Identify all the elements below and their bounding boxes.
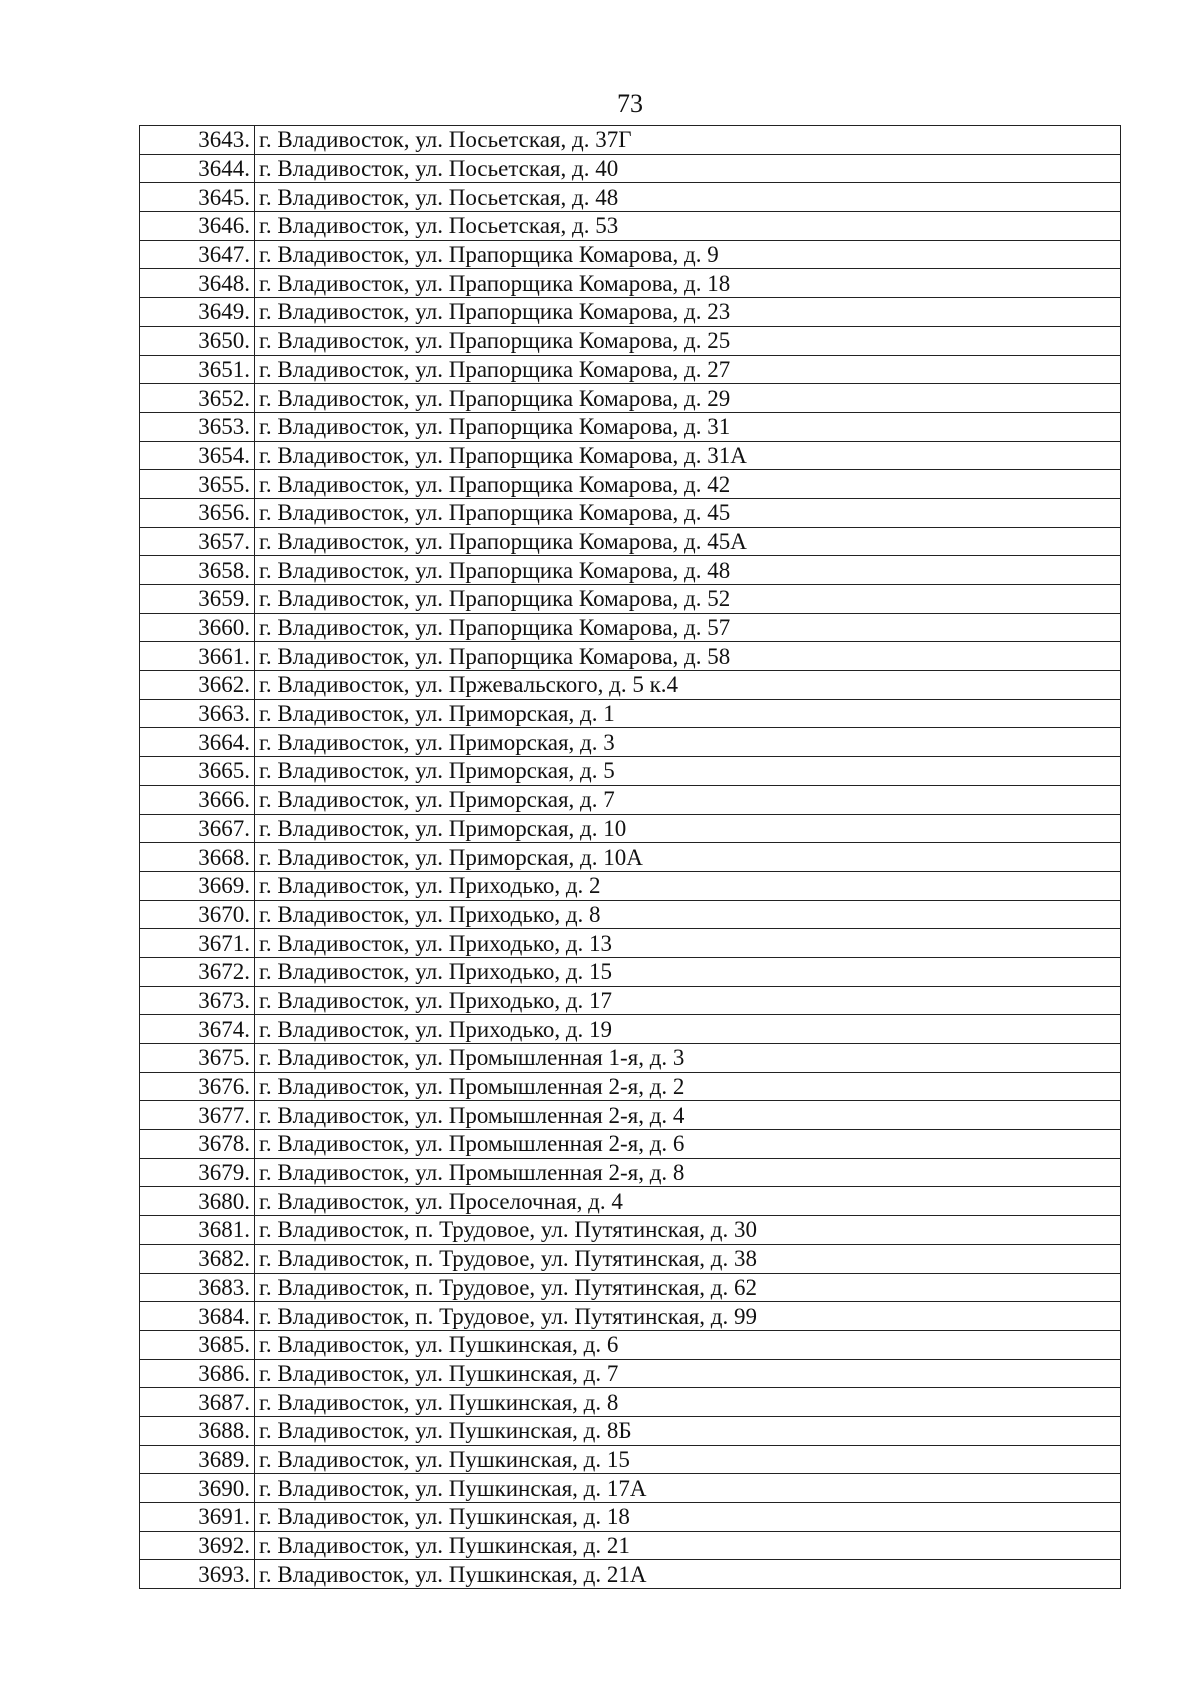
row-number: 3649.: [140, 298, 255, 327]
row-address: г. Владивосток, ул. Промышленная 2-я, д. 8: [255, 1158, 1121, 1187]
row-number: 3681.: [140, 1216, 255, 1245]
row-address: г. Владивосток, ул. Прапорщика Комарова, д. 57: [255, 613, 1121, 642]
table-row: [140, 642, 1121, 671]
row-number: 3643.: [140, 126, 255, 155]
row-address: г. Владивосток, ул. Пушкинская, д. 8Б: [255, 1416, 1121, 1445]
row-number: 3654.: [140, 441, 255, 470]
row-number: 3671.: [140, 929, 255, 958]
row-address: г. Владивосток, п. Трудовое, ул. Путятинская, д. 99: [255, 1302, 1121, 1331]
row-number: 3646.: [140, 212, 255, 241]
row-number: 3644.: [140, 154, 255, 183]
table-row: [140, 1560, 1121, 1589]
table-row: [140, 1503, 1121, 1532]
row-address: г. Владивосток, ул. Промышленная 2-я, д. 4: [255, 1101, 1121, 1130]
table-row: [140, 183, 1121, 212]
row-number: 3670.: [140, 900, 255, 929]
row-number: 3656.: [140, 498, 255, 527]
row-address: г. Владивосток, ул. Пушкинская, д. 18: [255, 1503, 1121, 1532]
row-number: 3655.: [140, 470, 255, 499]
row-number: 3662.: [140, 671, 255, 700]
row-number: 3658.: [140, 556, 255, 585]
table-row: [140, 1388, 1121, 1417]
row-number: 3687.: [140, 1388, 255, 1417]
row-address: г. Владивосток, ул. Прапорщика Комарова, д. 23: [255, 298, 1121, 327]
table-row: [140, 240, 1121, 269]
row-address: г. Владивосток, ул. Пушкинская, д. 7: [255, 1359, 1121, 1388]
row-number: 3674.: [140, 1015, 255, 1044]
row-address: г. Владивосток, ул. Пушкинская, д. 6: [255, 1330, 1121, 1359]
table-row: [140, 1244, 1121, 1273]
table-row: [140, 1015, 1121, 1044]
row-address: г. Владивосток, ул. Промышленная 1-я, д. 3: [255, 1044, 1121, 1073]
row-number: 3651.: [140, 355, 255, 384]
row-address: г. Владивосток, ул. Пржевальского, д. 5 к.4: [255, 671, 1121, 700]
table-row: [140, 814, 1121, 843]
row-number: 3667.: [140, 814, 255, 843]
row-number: 3652.: [140, 384, 255, 413]
row-number: 3686.: [140, 1359, 255, 1388]
row-number: 3650.: [140, 326, 255, 355]
table-row: [140, 1330, 1121, 1359]
row-number: 3676.: [140, 1072, 255, 1101]
row-number: 3677.: [140, 1101, 255, 1130]
row-address: г. Владивосток, ул. Прапорщика Комарова, д. 58: [255, 642, 1121, 671]
table-row: [140, 154, 1121, 183]
row-number: 3645.: [140, 183, 255, 212]
row-number: 3678.: [140, 1130, 255, 1159]
row-number: 3675.: [140, 1044, 255, 1073]
row-address: г. Владивосток, ул. Приходько, д. 8: [255, 900, 1121, 929]
row-number: 3661.: [140, 642, 255, 671]
table-row: [140, 498, 1121, 527]
row-address: г. Владивосток, ул. Пушкинская, д. 8: [255, 1388, 1121, 1417]
table-row: [140, 757, 1121, 786]
row-address: г. Владивосток, ул. Прапорщика Комарова, д. 31А: [255, 441, 1121, 470]
row-address: г. Владивосток, ул. Прапорщика Комарова, д. 52: [255, 585, 1121, 614]
row-address: г. Владивосток, ул. Посьетская, д. 48: [255, 183, 1121, 212]
row-address: г. Владивосток, ул. Пушкинская, д. 17А: [255, 1474, 1121, 1503]
row-number: 3685.: [140, 1330, 255, 1359]
table-row: [140, 843, 1121, 872]
row-address: г. Владивосток, ул. Приморская, д. 7: [255, 785, 1121, 814]
row-address: г. Владивосток, ул. Прапорщика Комарова, д. 42: [255, 470, 1121, 499]
page-number: 73: [617, 89, 643, 118]
table-row: [140, 326, 1121, 355]
table-row: [140, 1445, 1121, 1474]
table-row: [140, 900, 1121, 929]
row-number: 3692.: [140, 1531, 255, 1560]
row-number: 3648.: [140, 269, 255, 298]
row-number: 3690.: [140, 1474, 255, 1503]
row-address: г. Владивосток, п. Трудовое, ул. Путятинская, д. 30: [255, 1216, 1121, 1245]
row-number: 3647.: [140, 240, 255, 269]
table-row: [140, 527, 1121, 556]
row-address: г. Владивосток, ул. Прапорщика Комарова, д. 25: [255, 326, 1121, 355]
row-number: 3672.: [140, 957, 255, 986]
row-address: г. Владивосток, ул. Пушкинская, д. 21: [255, 1531, 1121, 1560]
row-number: 3688.: [140, 1416, 255, 1445]
table-row: [140, 126, 1121, 155]
row-number: 3682.: [140, 1244, 255, 1273]
table-row: [140, 298, 1121, 327]
row-number: 3666.: [140, 785, 255, 814]
row-address: г. Владивосток, п. Трудовое, ул. Путятинская, д. 62: [255, 1273, 1121, 1302]
row-address: г. Владивосток, ул. Прапорщика Комарова, д. 48: [255, 556, 1121, 585]
row-address: г. Владивосток, ул. Прапорщика Комарова, д. 29: [255, 384, 1121, 413]
row-address: г. Владивосток, ул. Прапорщика Комарова, д. 45А: [255, 527, 1121, 556]
row-address: г. Владивосток, ул. Приморская, д. 10: [255, 814, 1121, 843]
table-row: [140, 355, 1121, 384]
table-row: [140, 929, 1121, 958]
row-number: 3664.: [140, 728, 255, 757]
table-row: [140, 1531, 1121, 1560]
table-row: [140, 1101, 1121, 1130]
row-number: 3693.: [140, 1560, 255, 1589]
row-number: 3659.: [140, 585, 255, 614]
table-row: [140, 1130, 1121, 1159]
table-row: [140, 728, 1121, 757]
table-row: [140, 986, 1121, 1015]
row-number: 3669.: [140, 871, 255, 900]
row-address: г. Владивосток, ул. Промышленная 2-я, д. 6: [255, 1130, 1121, 1159]
table-row: [140, 212, 1121, 241]
table-row: [140, 1416, 1121, 1445]
table-row: [140, 1187, 1121, 1216]
row-number: 3673.: [140, 986, 255, 1015]
row-address: г. Владивосток, ул. Приморская, д. 10А: [255, 843, 1121, 872]
row-address: г. Владивосток, ул. Приходько, д. 17: [255, 986, 1121, 1015]
row-number: 3680.: [140, 1187, 255, 1216]
table-row: [140, 699, 1121, 728]
row-address: г. Владивосток, ул. Приморская, д. 3: [255, 728, 1121, 757]
row-address: г. Владивосток, ул. Приходько, д. 13: [255, 929, 1121, 958]
row-address: г. Владивосток, ул. Посьетская, д. 37Г: [255, 126, 1121, 155]
row-address: г. Владивосток, ул. Приморская, д. 5: [255, 757, 1121, 786]
row-address: г. Владивосток, ул. Прапорщика Комарова, д. 45: [255, 498, 1121, 527]
table-row: [140, 470, 1121, 499]
row-address: г. Владивосток, ул. Приморская, д. 1: [255, 699, 1121, 728]
row-number: 3679.: [140, 1158, 255, 1187]
row-number: 3689.: [140, 1445, 255, 1474]
row-number: 3668.: [140, 843, 255, 872]
row-address: г. Владивосток, ул. Приходько, д. 2: [255, 871, 1121, 900]
table-row: [140, 1302, 1121, 1331]
row-address: г. Владивосток, ул. Пушкинская, д. 21А: [255, 1560, 1121, 1589]
row-number: 3653.: [140, 412, 255, 441]
table-row: [140, 1044, 1121, 1073]
row-address: г. Владивосток, ул. Прапорщика Комарова, д. 27: [255, 355, 1121, 384]
row-address: г. Владивосток, п. Трудовое, ул. Путятинская, д. 38: [255, 1244, 1121, 1273]
table-row: [140, 957, 1121, 986]
table-row: [140, 613, 1121, 642]
row-number: 3663.: [140, 699, 255, 728]
table-row: [140, 1158, 1121, 1187]
row-address: г. Владивосток, ул. Прапорщика Комарова, д. 18: [255, 269, 1121, 298]
row-address: г. Владивосток, ул. Пушкинская, д. 15: [255, 1445, 1121, 1474]
row-address: г. Владивосток, ул. Прапорщика Комарова, д. 31: [255, 412, 1121, 441]
table-row: [140, 441, 1121, 470]
table-row: [140, 556, 1121, 585]
table-row: [140, 785, 1121, 814]
row-address: г. Владивосток, ул. Приходько, д. 19: [255, 1015, 1121, 1044]
table-row: [140, 1216, 1121, 1245]
table-row: [140, 412, 1121, 441]
row-address: г. Владивосток, ул. Посьетская, д. 53: [255, 212, 1121, 241]
row-number: 3657.: [140, 527, 255, 556]
table-row: [140, 671, 1121, 700]
row-address: г. Владивосток, ул. Промышленная 2-я, д. 2: [255, 1072, 1121, 1101]
address-table-body: [140, 126, 1121, 1589]
table-row: [140, 585, 1121, 614]
row-address: г. Владивосток, ул. Посьетская, д. 40: [255, 154, 1121, 183]
row-address: г. Владивосток, ул. Проселочная, д. 4: [255, 1187, 1121, 1216]
row-number: 3691.: [140, 1503, 255, 1532]
table-row: [140, 1359, 1121, 1388]
table-row: [140, 1273, 1121, 1302]
address-table: [139, 125, 1121, 1589]
table-row: [140, 1474, 1121, 1503]
table-row: [140, 1072, 1121, 1101]
row-number: 3665.: [140, 757, 255, 786]
table-row: [140, 871, 1121, 900]
row-number: 3684.: [140, 1302, 255, 1331]
table-row: [140, 384, 1121, 413]
row-address: г. Владивосток, ул. Прапорщика Комарова, д. 9: [255, 240, 1121, 269]
table-row: [140, 269, 1121, 298]
row-number: 3683.: [140, 1273, 255, 1302]
row-number: 3660.: [140, 613, 255, 642]
row-address: г. Владивосток, ул. Приходько, д. 15: [255, 957, 1121, 986]
